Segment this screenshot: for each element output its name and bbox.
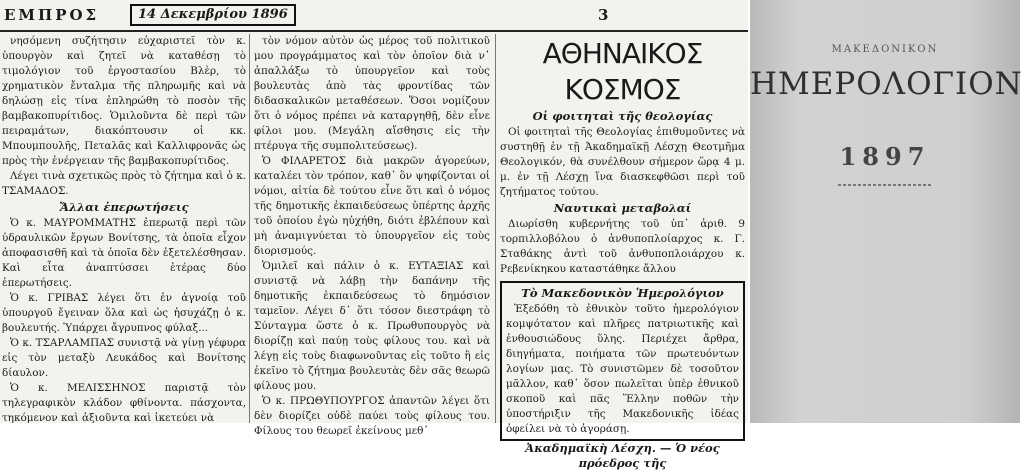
page-number: 3 bbox=[598, 6, 609, 24]
paragraph: Ὁ κ. ΜΕΛΙΣΣΗΝΟΣ παριστᾷ τὸν τηλεγραφικὸν κλάδον φθίνοντα. πάσχοντα, τηκόμενον καὶ ἀξιοῦντα καὶ ἱκετεύει νὰ bbox=[2, 382, 246, 424]
column-separator bbox=[495, 34, 496, 423]
paragraph: Ὁμιλεῖ καὶ πάλιν ὁ κ. ΕΥΤΑΞΙΑΣ καὶ συνιστᾷ νὰ λάβῃ τὴν δαπάνην τῆς δημοτικῆς ἐκπαιδεύσεως τὸ δημόσιον ταμεῖον. Λέγει δ᾿ ὅτι τόσον διεστράφη τὸ Σύνταγμα ὥστε ὁ κ. Πρωθυπουργὸς νὰ διορίζῃ καὶ παύῃ τοὺς φίλους του. καὶ νὰ λέγῃ εἰς τοὺς διαφωνοῦντας εἰς τοῦτο ἢ εἰς ἐκεῖνο τὸ ζήτημα βουλευτὰς δὲν σᾶς θεωρῶ φίλους μου. bbox=[254, 260, 490, 392]
paragraph: νησόμενη συζήτησιν εὐχαριστεῖ τὸν κ. ὑπουργὸν καὶ ζητεῖ νὰ καταθέσῃ τὸ τιμολόγιον τοῦ ἐργοστασίου Βλὲρ, τὸ χρηματικὸν ἔνταλμα τῆς πληρωμῆς καὶ νὰ δηλώσῃ εἰς τίνα ἐπληρώθη τὸ ποσὸν τῆς βαμβακοπυρίτιδος. Ὁμιλοῦντα δὲ περὶ τῶν πειραμάτων, διακόπτουσιν οἱ κκ. Μπουμπουλῆς, Πεταλᾶς καὶ Καλλιφρονᾶς ὡς πρὸς τὴν ἐνέργειαν τῆς βαμβακοπυρίτιδος. bbox=[2, 35, 246, 167]
column-3 bbox=[500, 34, 745, 470]
ornament-rule bbox=[838, 184, 932, 186]
paragraph: Ὁ κ. ΠΡΩΘΥΠΟΥΡΓΟΣ ἀπαντῶν λέγει ὅτι δὲν διορίζει οὐδὲ παύει τοὺς φίλους του. Φίλους του θεωρεῖ ἐκείνους μεθ᾿ bbox=[254, 395, 490, 437]
paragraph: Διωρίσθη κυβερνήτης τοῦ ὑπ᾿ ἀριθ. 9 τορπιλλοβόλου ὁ ἀνθυποπλοίαρχος κ. Γ. Σταθάκης ἀντὶ τοῦ ἀνθυποπλοιάρχου κ. Ρεβενίκηκου καταστάθηκε ἄλλου bbox=[500, 218, 745, 275]
boxed-article-text: Ἐξεδόθη τὸ ἐθνικὸν τοῦτο ἡμερολόγιον κομψότατον καὶ πλῆρες πατριωτικῆς καὶ ἐνθουσιώδους ὕλης. Περιέχει ἄρθρα, διηγήματα, ποιήματα τῶν πρωτευόντων λογίων μας. Τὸ συνιστῶμεν δὲ τοσοῦτον μᾶλλον, καθ᾿ ὅσον πωλεῖται ὑπὲρ ἐθνικοῦ σκοποῦ καὶ πᾶς Ἕλλην ποθῶν τὴν ὑποστήριξιν τῆς Μακεδονικῆς ἰδέας ὀφείλει νὰ τὸ ἀγοράσῃ. bbox=[506, 303, 739, 435]
article-heading: Ναυτικαὶ μεταβολαί bbox=[553, 201, 692, 215]
column-2 bbox=[254, 34, 490, 437]
cover-year: 1897 bbox=[839, 142, 931, 171]
column-1 bbox=[2, 34, 246, 423]
paragraph: τὸν νόμον αὐτὸν ὡς μέρος τοῦ πολιτικοῦ μου προγράμματος καὶ τὸν ὁποῖον διὰ ν᾿ ἀπαλλάξω τὸ ὑπουργεῖον καὶ τοὺς βουλευτὰς ἀπὸ τὰς φροντίδας τῶν διδασκαλικῶν μεταθέσεων. Ὅσοι νομίζουν ὅτι ὁ νόμος πρέπει νὰ καταργηθῇ, δὲν εἶνε φίλοι μου. (Μεγάλη αἴσθησις εἰς τὴν πτέρυγα τῆς συμπολιτεύσεως). bbox=[254, 35, 490, 152]
section-heading: Ἄλλαι ἐπερωτήσεις bbox=[59, 200, 189, 214]
highlighted-article bbox=[500, 281, 745, 441]
column-separator bbox=[249, 34, 250, 423]
section-title: ΑΘΗΝΑΙΚΟΣ ΚΟΣΜΟΣ bbox=[542, 37, 703, 106]
article-heading: Οἱ φοιτηταὶ τῆς θεολογίας bbox=[532, 109, 713, 123]
paragraph: Οἱ φοιτηταὶ τῆς Θεολογίας ἐπιθυμοῦντες νὰ συστηθῇ ἐν τῇ Ἀκαδημαϊκῇ Λέσχῃ Θεοτμῆμα Θεολογικόν, θὰ συνέλθουν σήμερον ὥρᾳ 4 μ. μ. ἐν τῇ Λέσχῃ ἵνα διασκεφθῶσι περὶ τοῦ ζητήματος τούτου. bbox=[500, 126, 745, 198]
masthead-rule bbox=[0, 30, 748, 32]
article-heading: Ἀκαδημαϊκὴ Λέσχη. — Ὁ νέος πρόεδρος τῆς bbox=[525, 441, 720, 470]
almanac-cover bbox=[750, 0, 1023, 423]
boxed-article-title: Τὸ Μακεδονικὸν Ἡμερολόγιον bbox=[521, 286, 724, 300]
paragraph: Λέγει τινὰ σχετικῶς πρὸς τὸ ζήτημα καὶ ὁ κ. ΤΣΑΜΑΔΟΣ. bbox=[2, 170, 246, 197]
issue-date: 14 Δεκεμβρίου 1896 bbox=[130, 4, 296, 26]
newspaper-name: ΕΜΠΡΟΣ bbox=[4, 6, 100, 24]
paragraph: Ὁ ΦΙΛΑΡΕΤΟΣ διὰ μακρῶν ἀγορεύων, καταλέει τὸν τρόπον, καθ᾿ ὃν ψηφίζονται οἱ νόμοι, αἰτία δὲ τούτου εἶνε ὅτι καὶ ὁ νόμος τῆς δημοτικῆς ἐκπαιδεύσεως ὑπέρτης ἀρχῆς τοῦ ὁποίου ἐγὼ ηὐχήθη, διότι ἐβλέπουν καὶ μὴ ἀναμιγνύεται τὸ ὑπουργεῖον εἰς τοὺς διορισμούς. bbox=[254, 155, 490, 257]
paragraph: Ὁ κ. ΜΑΥΡΟΜΜΑΤΗΣ ἐπερωτᾷ περὶ τῶν ὑδραυλικῶν ἔργων Βονίτσης, τὰ ὁποῖα εἶχον ἀποφασισθῆ καὶ τὰ ὁποῖα δὲν ἐξετελέσθησαν. Καὶ εἶτα ἀναπτύσσει ἑτέρας δύο ἐπερωτήσεις. bbox=[2, 217, 246, 289]
cover-subtitle: ΜΑΚΕΔΟΝΙΚΟΝ bbox=[831, 44, 939, 55]
masthead bbox=[0, 0, 748, 30]
paragraph: Ὁ κ. ΓΡΙΒΑΣ λέγει ὅτι ἐν ἀγνοίᾳ τοῦ ὑπουργοῦ ἔγειναν ὅλα καὶ ὡς ἡσυχάζῃ ὁ κ. βουλευτής. Ὑπάρχει ἄγρυπνος φύλαξ... bbox=[2, 292, 246, 334]
paragraph: Ὁ κ. ΤΣΑΡΛΑΜΠΑΣ συνιστᾷ νὰ γίνῃ γέφυρα εἰς τὸν μεταξὺ Λευκάδος καὶ Βονίτσης δίαυλον. bbox=[2, 337, 246, 379]
cover-title: ΗΜΕΡΟΛΟΓΙΟΝ bbox=[750, 66, 1023, 102]
